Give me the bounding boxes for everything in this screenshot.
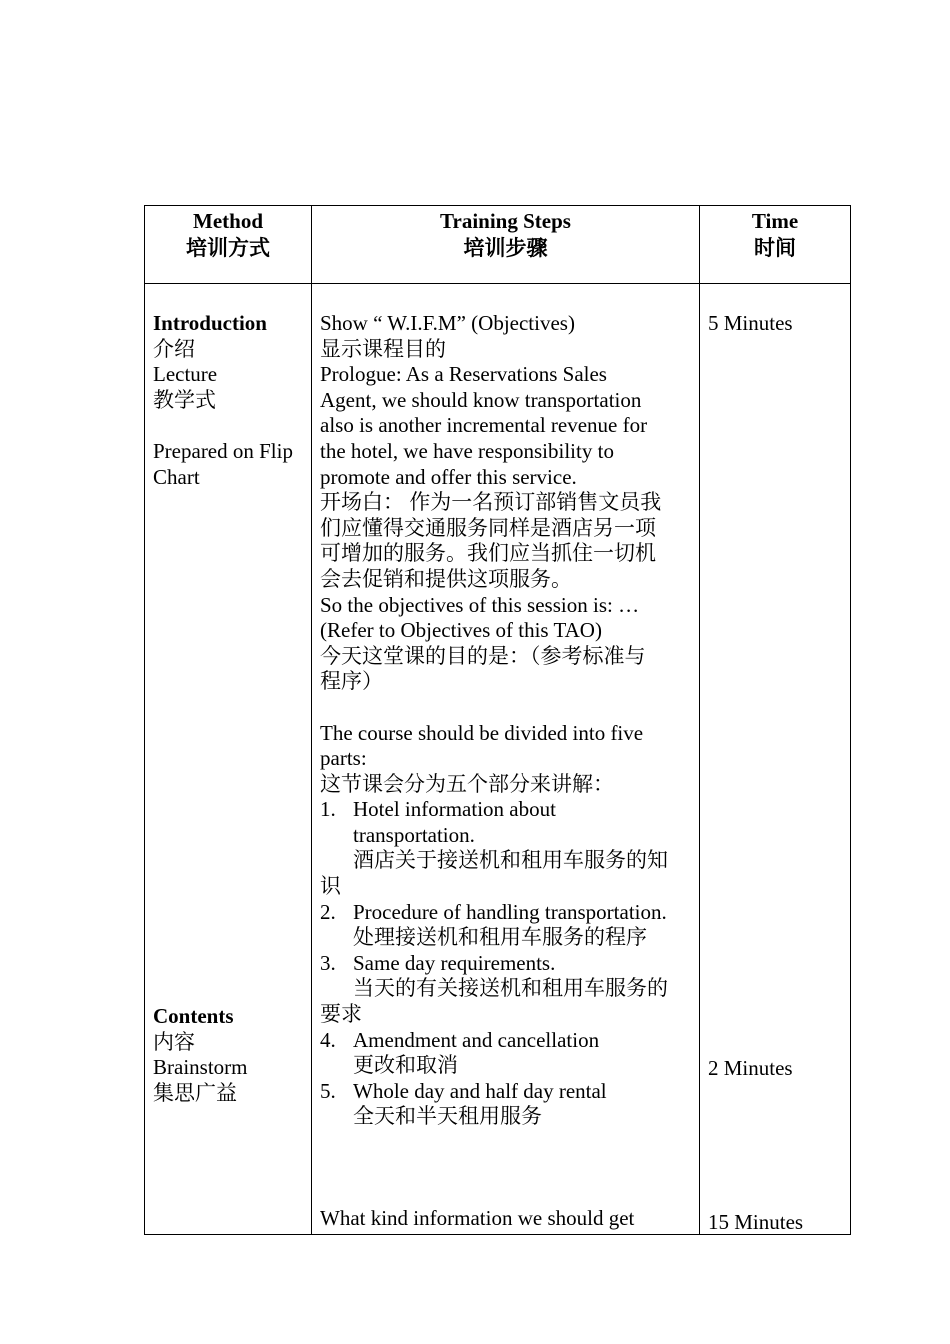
steps-line: Prologue: As a Reservations Sales [320, 362, 607, 387]
list-item [320, 1028, 695, 1079]
steps-line: 显示课程目的 [320, 336, 446, 361]
steps-line: Agent, we should know transportation [320, 387, 642, 412]
list-item-text-cn: 酒店关于接送机和租用车服务的知 [353, 848, 668, 873]
list-item-number: 4. [320, 1027, 336, 1052]
list-item-text: Hotel information about [353, 797, 556, 822]
column-divider [311, 206, 312, 1234]
header-method [145, 206, 311, 284]
steps-line: The course should be divided into five [320, 720, 644, 745]
header-time [700, 206, 850, 284]
list-item [320, 900, 695, 951]
method-intro-block [153, 311, 308, 490]
steps-line: 会去促销和提供这项服务。 [320, 566, 572, 591]
list-item-text: Whole day and half day rental [353, 1078, 607, 1103]
time-value: 15 Minutes [708, 1210, 804, 1234]
method-contents-cn: 内容 [153, 1029, 195, 1054]
steps-line: (Refer to Objectives of this TAO) [320, 618, 602, 643]
list-item-number: 1. [320, 797, 336, 822]
training-table [144, 205, 851, 1235]
method-prepared-1: Prepared on Flip [153, 438, 293, 463]
steps-line: 开场白： 作为一名预订部销售文员我 [320, 490, 662, 515]
header-steps-cn: 培训步骤 [463, 236, 548, 260]
header-method-cn: 培训方式 [186, 236, 270, 260]
list-item-text-cn: 识 [320, 874, 341, 899]
steps-line: 们应懂得交通服务同样是酒店另一项 [320, 515, 656, 540]
steps-last-line-block [320, 1206, 695, 1232]
header-time-cn: 时间 [754, 236, 796, 260]
time-1 [708, 311, 793, 337]
method-lecture: Lecture [153, 362, 218, 387]
method-prepared-2: Chart [153, 464, 200, 489]
method-lecture-cn: 教学式 [153, 387, 216, 412]
steps-line: So the objectives of this session is: … [320, 592, 640, 617]
list-item-number: 5. [320, 1078, 336, 1103]
steps-line: also is another incremental revenue for [320, 413, 648, 438]
list-item-text-cn: 全天和半天租用服务 [353, 1104, 542, 1129]
method-brainstorm: Brainstorm [153, 1055, 248, 1080]
method-intro-cn: 介绍 [153, 336, 195, 361]
method-contents-block [153, 1004, 308, 1106]
method-intro-title: Introduction [153, 311, 267, 335]
time-value: 5 Minutes [708, 311, 793, 335]
header-time-en: Time [751, 209, 799, 233]
list-item [320, 951, 695, 1028]
steps-line: 可增加的服务。我们应当抓住一切机 [320, 541, 656, 566]
header-steps-en: Training Steps [440, 209, 571, 233]
list-item-text-cn: 当天的有关接送机和租用车服务的 [353, 976, 668, 1001]
steps-line: 这节课会分为五个部分来讲解： [320, 771, 614, 796]
steps-line: the hotel, we have responsibility to [320, 438, 614, 463]
list-item [320, 797, 695, 899]
method-brainstorm-cn: 集思广益 [153, 1080, 237, 1105]
header-method-en: Method [193, 209, 263, 233]
steps-block [320, 311, 695, 1130]
time-value: 2 Minutes [708, 1056, 793, 1080]
list-item-text: Same day requirements. [353, 950, 556, 975]
steps-line: 今天这堂课的目的是：（参考标准与 [320, 643, 646, 668]
steps-line: 程序） [320, 669, 383, 694]
steps-line: Show “ W.I.F.M” (Objectives) [320, 311, 575, 335]
column-divider [699, 206, 700, 1234]
time-3 [708, 1210, 803, 1236]
steps-line: What kind information we should get [320, 1206, 635, 1230]
list-item-text-cn: 要求 [320, 1002, 362, 1027]
steps-line: parts: [320, 746, 367, 771]
header-steps [312, 206, 699, 284]
list-item [320, 1079, 695, 1130]
list-item-text: Procedure of handling transportation. [353, 899, 667, 924]
list-item-text-cn: 更改和取消 [353, 1053, 458, 1078]
steps-line: promote and offer this service. [320, 464, 577, 489]
list-item-text-cn: 处理接送机和租用车服务的程序 [353, 925, 647, 950]
list-item-text: Amendment and cancellation [353, 1027, 600, 1052]
list-item-number: 2. [320, 899, 336, 924]
list-item-text: transportation. [353, 822, 475, 847]
method-contents-title: Contents [153, 1004, 234, 1028]
list-item-number: 3. [320, 950, 336, 975]
time-2 [708, 1056, 793, 1082]
